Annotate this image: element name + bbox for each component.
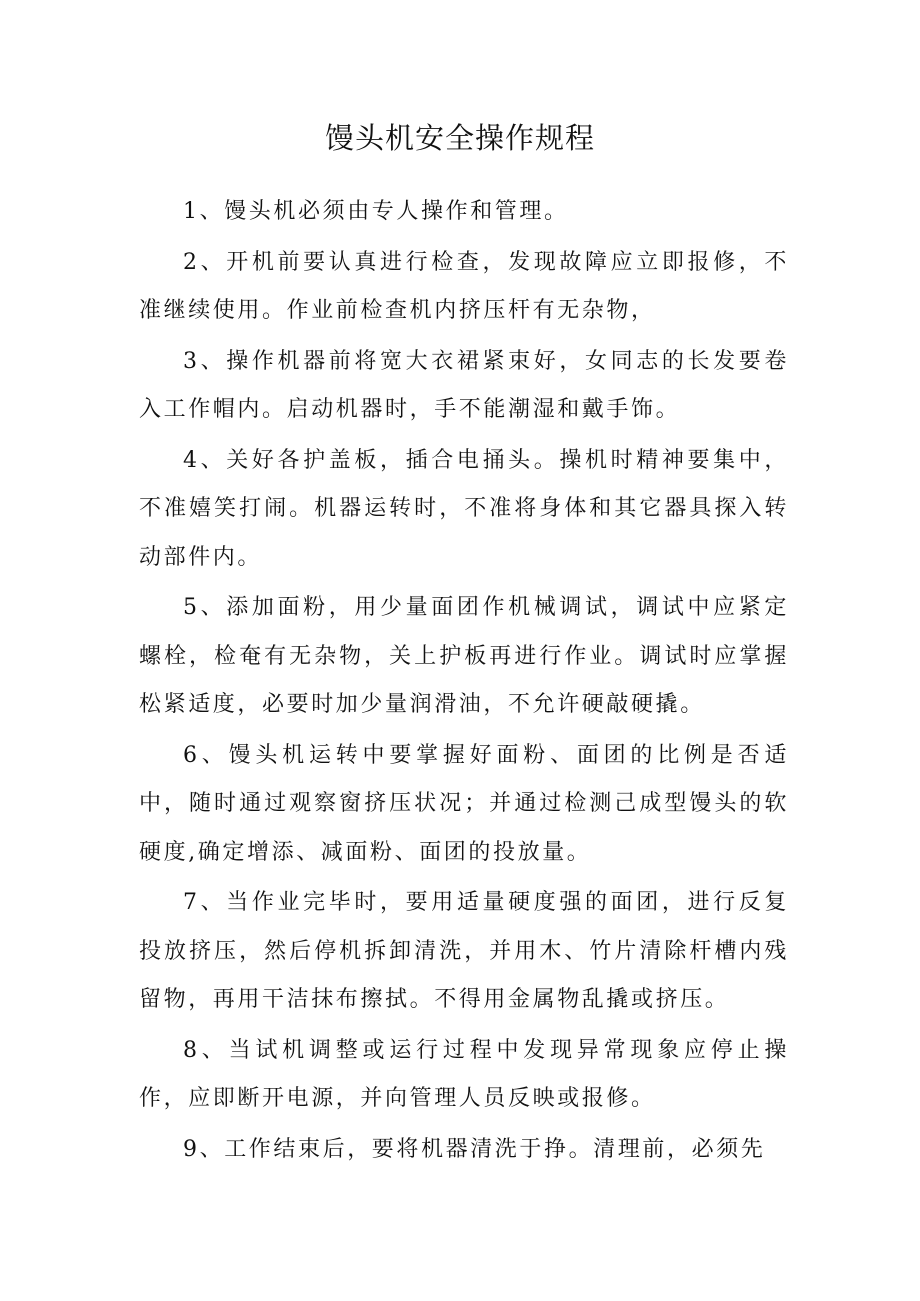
rule-paragraph-2: 2、开机前要认真进行检查，发现故障应立即报修，不准继续使用。作业前检查机内挤压杆有无杂物， bbox=[139, 249, 789, 323]
document-body bbox=[139, 188, 789, 1176]
rule-paragraph-9: 9、工作结束后，要将机器清洗于挣。清理前，必须先 bbox=[183, 1136, 766, 1162]
rule-paragraph-4: 4、关好各护盖板，插合电捅头。操机时精神要集中，不准嬉笑打闹。机器运转时，不准将身体和其它器具探入转动部件内。 bbox=[139, 447, 789, 570]
rule-paragraph-5: 5、添加面粉，用少量面团作机械调试，调试中应紧定螺栓，检奄有无杂物，关上护板再进行作业。调试时应掌握松紧适度，必要时加少量润滑油，不允许硬敲硬撬。 bbox=[139, 595, 789, 717]
rule-paragraph-3: 3、操作机器前将宽大衣裙紧束好，女同志的长发要卷入工作帽内。启动机器时，手不能潮湿和戴手饰。 bbox=[139, 348, 789, 422]
document-title: 馒头机安全操作规程 bbox=[324, 121, 595, 155]
rule-paragraph-8: 8、当试机调整或运行过程中发现异常现象应停止操作，应即断开电源，并向管理人员反映或报修。 bbox=[139, 1037, 789, 1111]
rule-paragraph-1: 1、馒头机必须由专人操作和管理。 bbox=[183, 199, 569, 224]
rule-paragraph-7: 7、当作业完毕时，要用适量硬度强的面团，进行反复投放挤压，然后停机拆卸清洗，并用木、竹片清除杆槽内残留物，再用干洁抹布擦拭。不得用金属物乱撬或挤压。 bbox=[139, 890, 789, 1012]
rule-paragraph-6: 6、馒头机运转中要掌握好面粉、面团的比例是否适中，随时通过观察窗挤压状况；并通过检测己成型馒头的软硬度,确定增添、减面粉、面团的投放量。 bbox=[139, 742, 789, 865]
